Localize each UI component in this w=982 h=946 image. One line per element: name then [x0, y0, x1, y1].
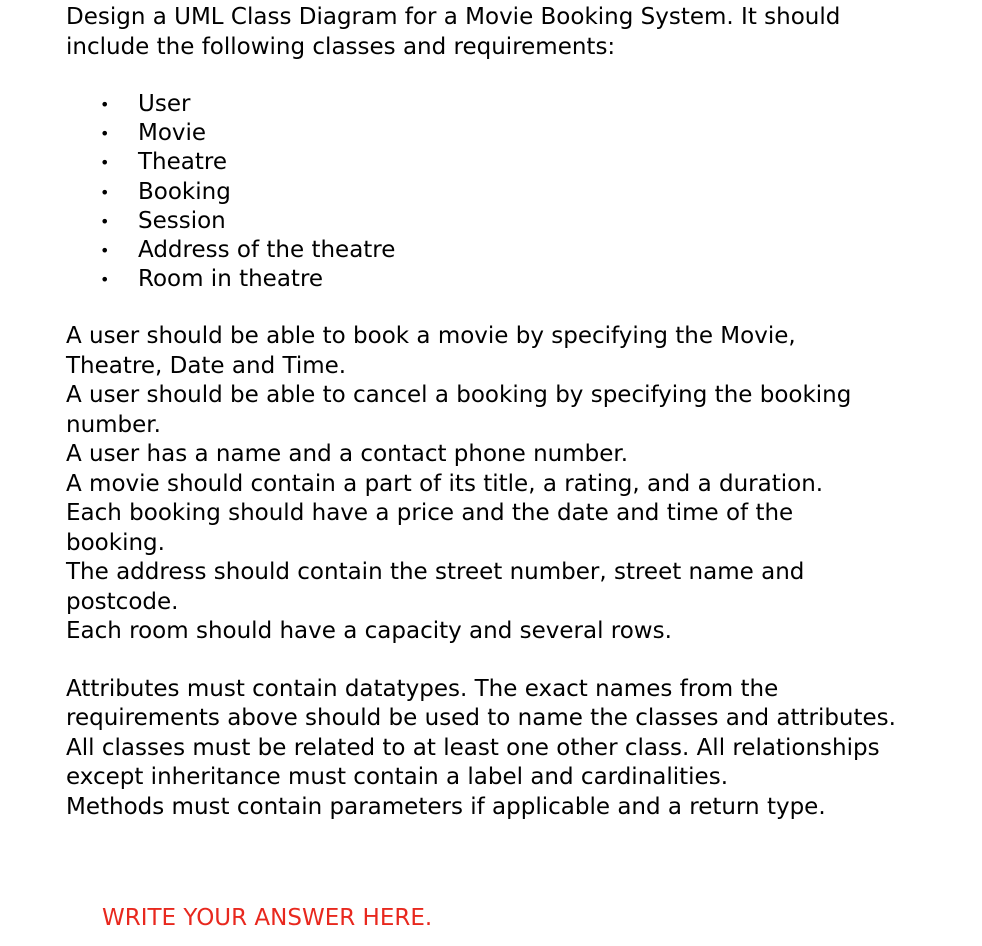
class-list: [66, 90, 956, 294]
requirement-line: postcode.: [66, 588, 179, 615]
rule-line: Attributes must contain datatypes. The exact names from the: [66, 675, 779, 702]
requirement-line: A user has a name and a contact phone number.: [66, 441, 629, 468]
intro-line: include the following classes and requirements:: [66, 33, 616, 60]
requirement-line: A user should be able to cancel a booking by specifying the booking: [66, 382, 852, 409]
bullet-icon: •: [100, 153, 110, 173]
list-item: [66, 265, 956, 294]
rule-line: except inheritance must contain a label and cardinalities.: [66, 764, 729, 791]
bullet-icon: •: [100, 95, 110, 114]
requirement-line: A movie should contain a part of its title, a rating, and a duration.: [66, 470, 824, 497]
rule-line: Methods must contain parameters if applicable and a return type.: [66, 793, 826, 820]
rule-line: All classes must be related to at least one other class. All relationships: [66, 734, 880, 761]
list-item: [66, 207, 956, 236]
question-body: [66, 3, 956, 822]
requirement-line: Each booking should have a price and the date and time of the: [66, 500, 794, 527]
requirement-line: Each room should have a capacity and several rows.: [66, 618, 672, 645]
bullet-icon: •: [100, 182, 110, 202]
class-name: Address of the theatre: [138, 237, 396, 264]
requirement-line: booking.: [66, 529, 165, 556]
list-item: [66, 236, 956, 265]
class-name: Room in theatre: [138, 266, 324, 293]
list-item: [66, 148, 956, 177]
intro-line: Design a UML Class Diagram for a Movie Booking System. It should: [66, 4, 841, 30]
requirement-line: Theatre, Date and Time.: [66, 352, 347, 379]
list-item: [66, 178, 956, 207]
requirements-paragraph: [66, 322, 956, 647]
class-name: Booking: [138, 178, 231, 205]
intro-paragraph: [66, 3, 956, 62]
bullet-icon: •: [100, 270, 110, 290]
requirement-line: The address should contain the street number, street name and: [66, 559, 805, 586]
bullet-icon: •: [100, 124, 110, 144]
class-name: User: [138, 91, 191, 117]
answer-prompt[interactable]: WRITE YOUR ANSWER HERE.: [102, 905, 433, 931]
list-item: [66, 90, 956, 119]
class-name: Movie: [138, 120, 207, 147]
requirement-line: A user should be able to book a movie by specifying the Movie,: [66, 323, 796, 350]
requirement-line: number.: [66, 411, 161, 438]
class-name: Session: [138, 207, 226, 234]
class-name: Theatre: [138, 149, 227, 176]
rules-paragraph: [66, 675, 956, 823]
list-item: [66, 119, 956, 148]
bullet-icon: •: [100, 241, 110, 261]
rule-line: requirements above should be used to name the classes and attributes.: [66, 705, 896, 732]
bullet-icon: •: [100, 211, 110, 231]
